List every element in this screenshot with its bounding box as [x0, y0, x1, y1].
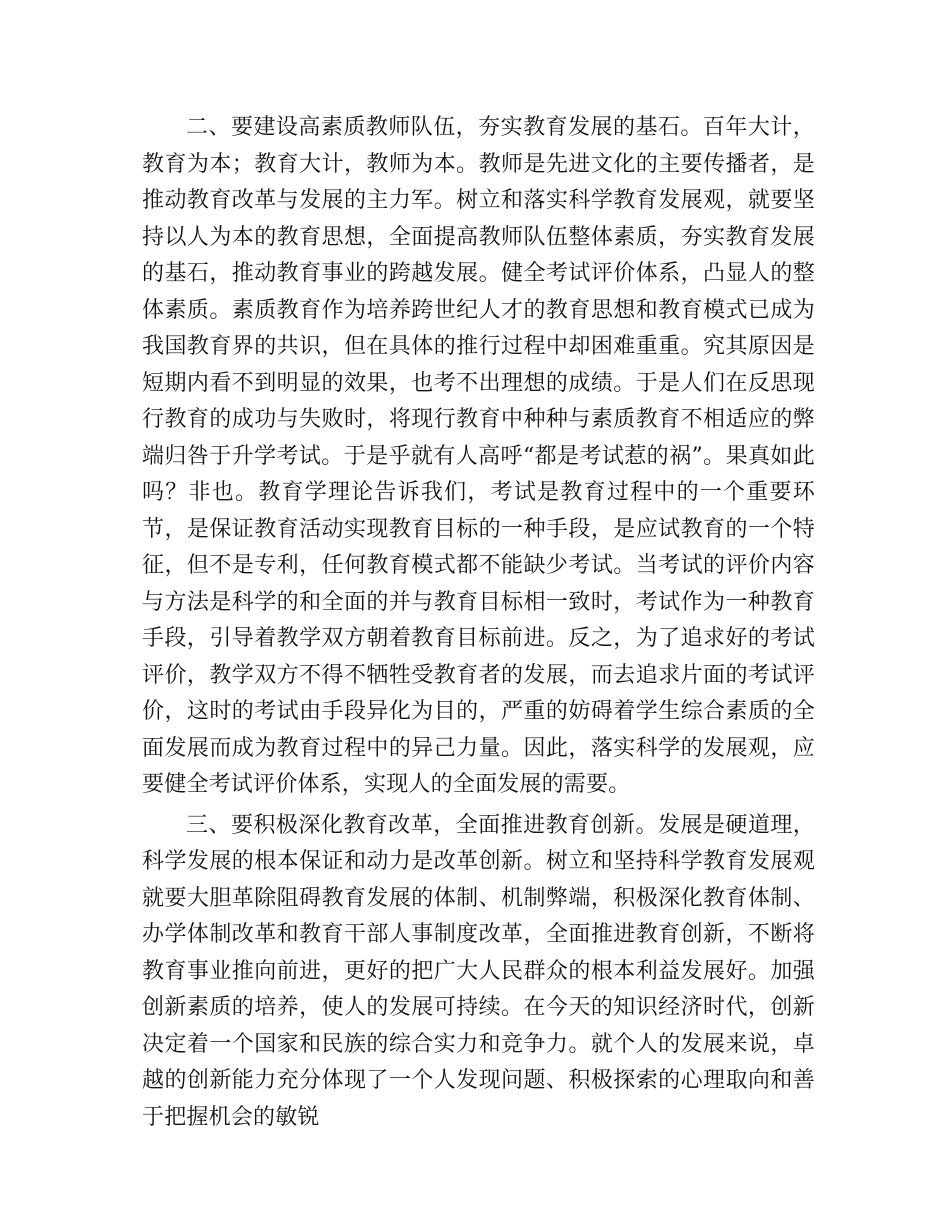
paragraph-teacher-team: 二、要建设高素质教师队伍，夯实教育发展的基石。百年大计，教育为本；教育大计，教师为本。教师是先进文化的主要传播者，是推动教育改革与发展的主力军。树立和落实科学教育发展观，就要坚持以人为本的教育思想，全面提高教师队伍整体素质，夯实教育发展的基石，推动教育事业的跨越发展。健全考试评价体系，凸显人的整体素质。素质教育作为培养跨世纪人才的教育思想和教育模式已成为我国教育界的共识，但在具体的推行过程中却困难重重。究其原因是短期内看不到明显的效果，也考不出理想的成绩。于是人们在反思现行教育的成功与失败时，将现行教育中种种与素质教育不相适应的弊端归咎于升学考试。于是乎就有人高呼“都是考试惹的祸”。果真如此吗？非也。教育学理论告诉我们，考试是教育过程中的一个重要环节，是保证教育活动实现教育目标的一种手段，是应试教育的一个特征，但不是专利，任何教育模式都不能缺少考试。当考试的评价内容与方法是科学的和全面的并与教育目标相一致时，考试作为一种教育手段，引导着教学双方朝着教育目标前进。反之，为了追求好的考试评价，教学双方不得不牺牲受教育者的发展，而去追求片面的考试评价，这时的考试由手段异化为目的，严重的妨碍着学生综合素质的全面发展而成为教育过程中的异己力量。因此，落实科学的发展观，应要健全考试评价体系，实现人的全面发展的需要。 [142, 115, 815, 797]
document-body [142, 110, 815, 1140]
paragraph-education-reform: 三、要积极深化教育改革，全面推进教育创新。发展是硬道理，科学发展的根本保证和动力是改革创新。树立和坚持科学教育发展观就要大胆革除阻碍教育发展的体制、机制弊端，积极深化教育体制、办学体制改革和教育干部人事制度改革，全面推进教育创新，不断将教育事业推向前进，更好的把广大人民群众的根本利益发展好。加强创新素质的培养，使人的发展可持续。在今天的知识经济时代，创新决定着一个国家和民族的综合实力和竞争力。就个人的发展来说，卓越的创新能力充分体现了一个人发现问题、积极探索的心理取向和善于把握机会的敏锐 [142, 812, 815, 1130]
